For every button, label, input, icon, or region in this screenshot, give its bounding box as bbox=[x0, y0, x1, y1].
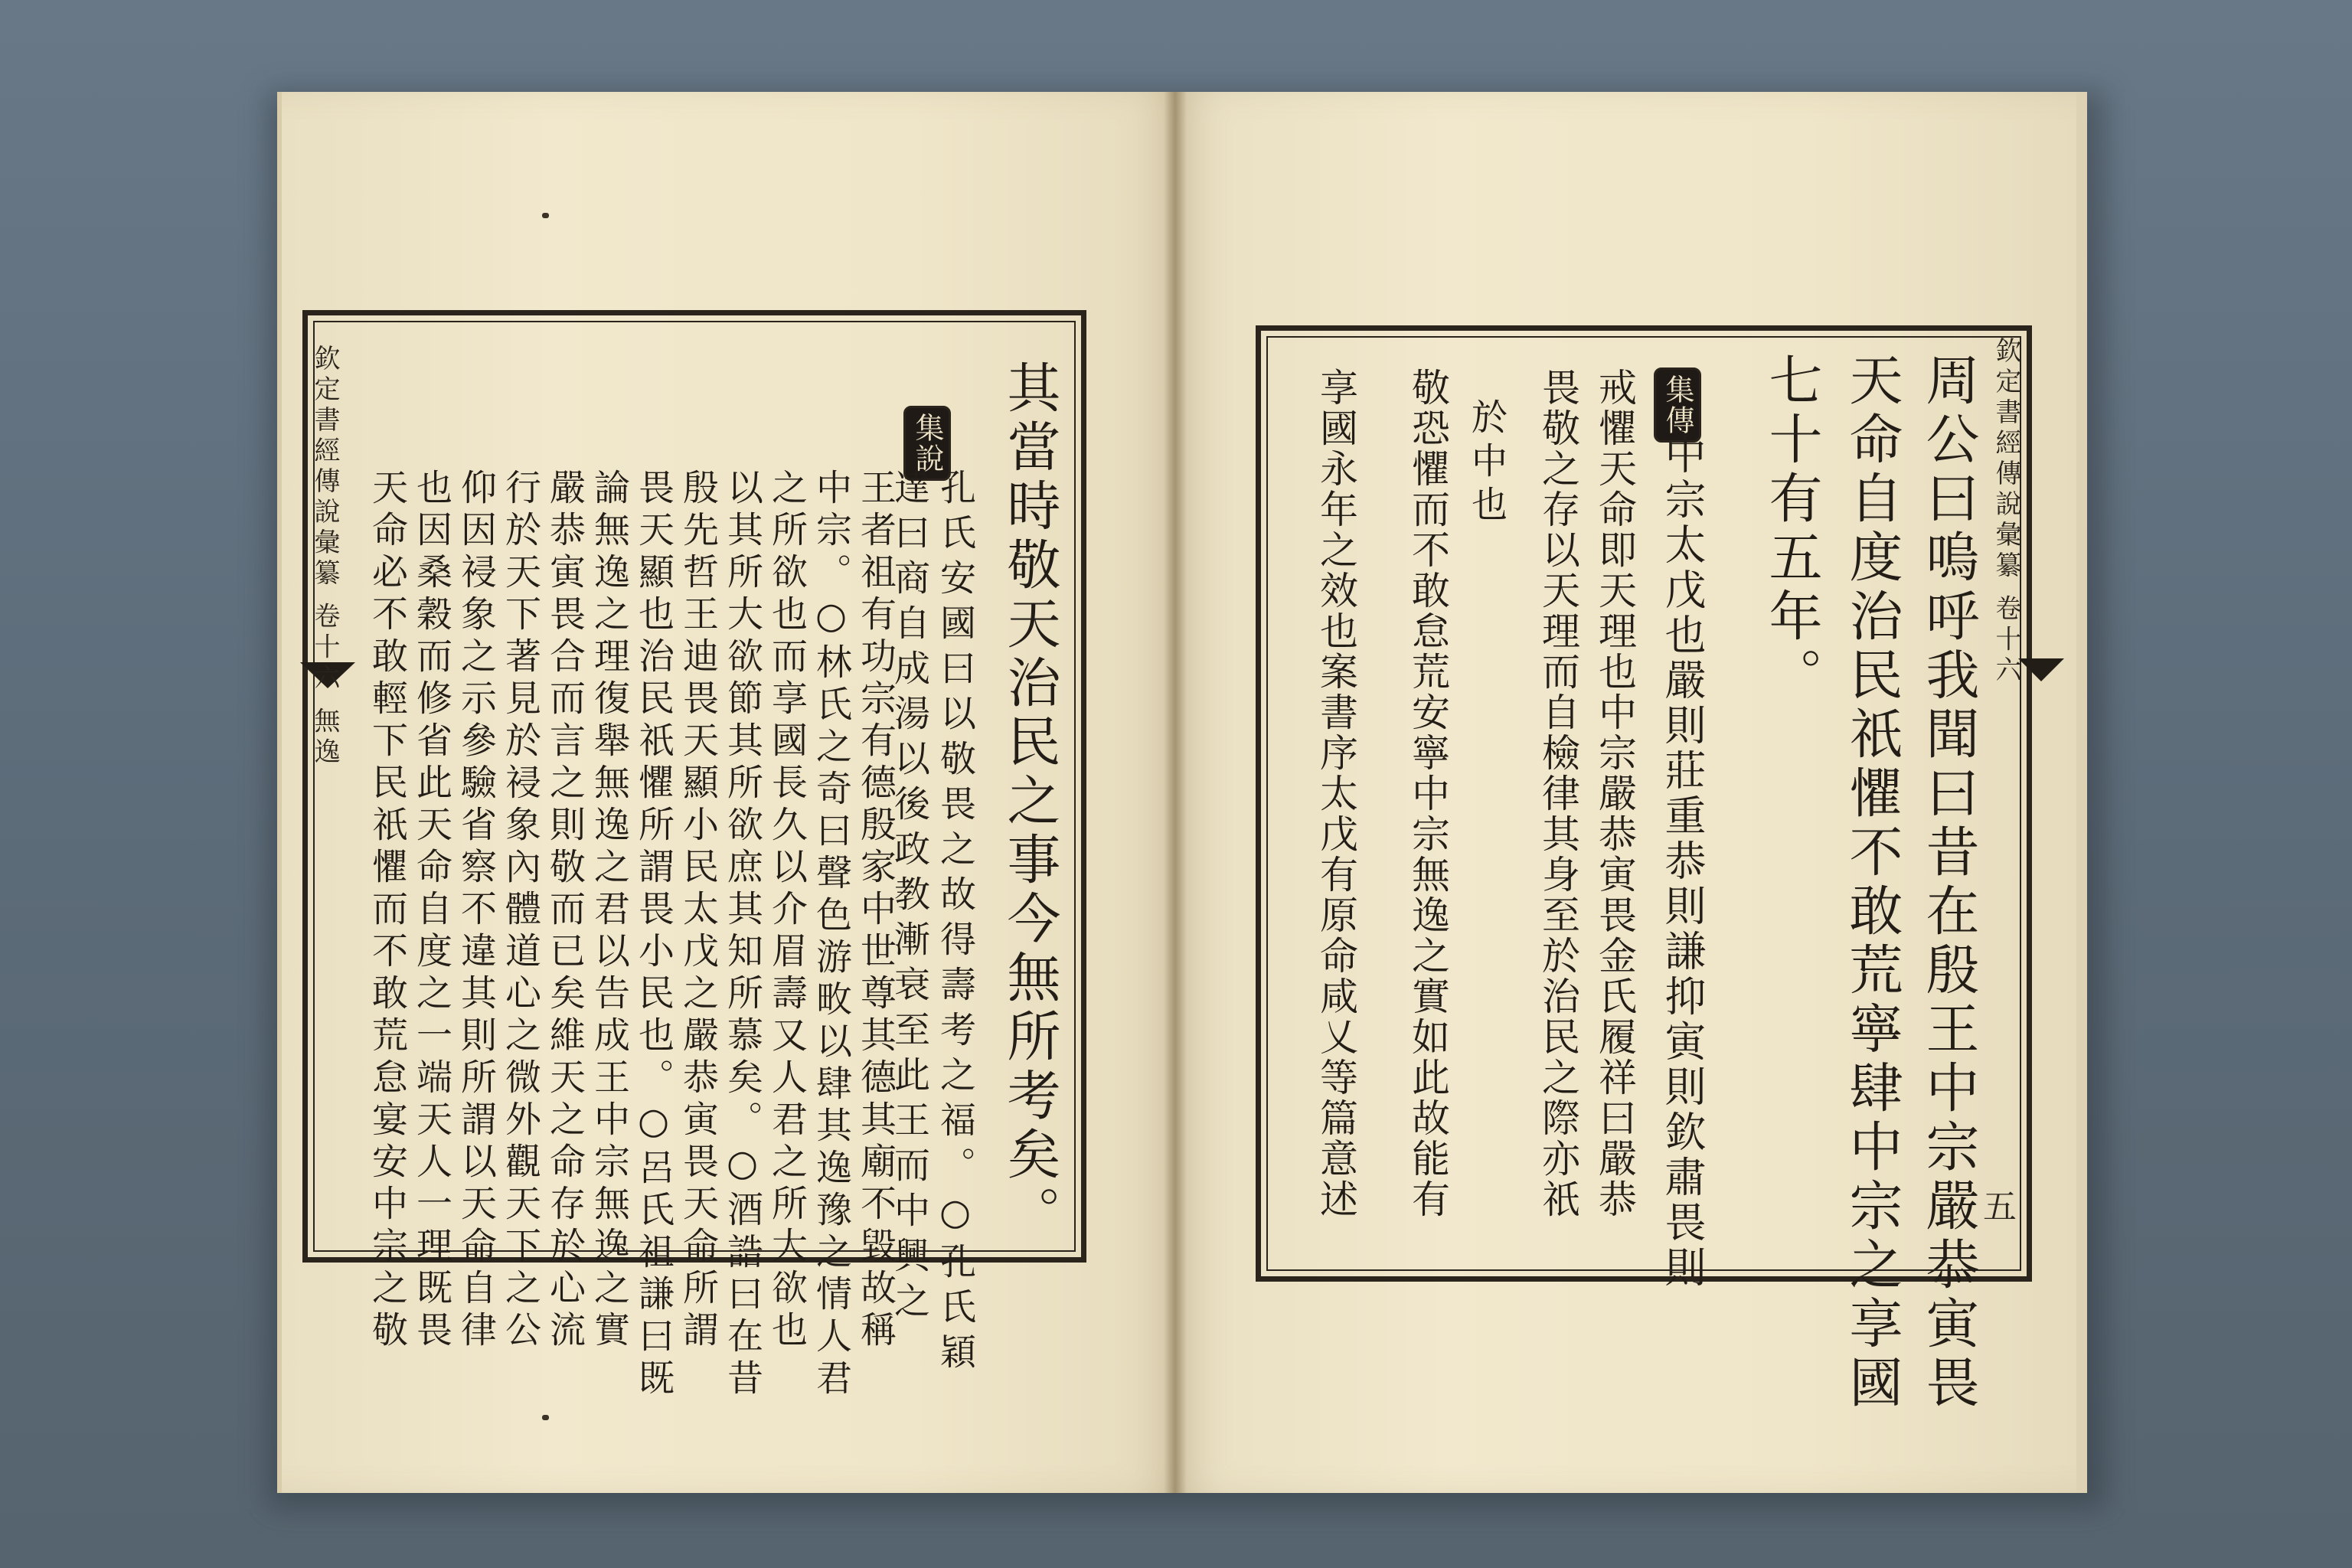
left-column: 孔氏安國曰以敬畏之故得壽考之福。○孔氏穎 bbox=[934, 469, 976, 1378]
right-text-frame bbox=[1256, 325, 2032, 1282]
right-column: 於中也 bbox=[1465, 398, 1508, 529]
right-margin-title: 欽定書經傳說彙纂 卷十六 bbox=[1991, 337, 2021, 687]
left-column: 行於天下著見於祲象內體道心之微外觀天下之公 bbox=[499, 469, 541, 1353]
left-column: 也因桑穀而修省此天命自度之一端天人一理既畏 bbox=[410, 469, 452, 1353]
book-gutter bbox=[1164, 92, 1187, 1493]
left-column: 王者祖有功宗有德殷家中世尊其德其廟不毀故稱 bbox=[854, 469, 897, 1353]
left-column: 達曰商自成湯以後政教漸衰至此王而中興之 bbox=[888, 469, 930, 1327]
right-column: 敬恐懼而不敢怠荒安寧中宗無逸之實如此故能有 bbox=[1406, 368, 1450, 1220]
right-label-jizhuan: 集傳 bbox=[1654, 368, 1701, 443]
left-column: 以其所大欲節其所欲庶其知所慕矣。○酒誥曰在昔 bbox=[721, 469, 763, 1401]
right-main-column: 周公曰嗚呼我聞曰昔在殷王中宗嚴恭寅畏 bbox=[1917, 352, 1980, 1413]
left-column: 畏天顯也治民祇懼所謂畏小民也。○呂氏祖謙曰既 bbox=[632, 469, 675, 1401]
left-column: 論無逸之理復舉無逸之君以告成王中宗無逸之實 bbox=[588, 469, 630, 1353]
right-column: 享國永年之效也案書序太戊有原命咸乂等篇意述 bbox=[1314, 368, 1358, 1220]
stitch-hole bbox=[542, 1415, 549, 1420]
left-column: 嚴恭寅畏合而言之則敬而已矣維天之命存於心流 bbox=[544, 469, 586, 1353]
right-main-column: 七十有五年。 bbox=[1760, 352, 1823, 706]
left-column: 仰因祲象之示參驗省察不違其則所謂以天命自律 bbox=[455, 469, 497, 1353]
left-column: 中宗。○林氏之奇曰聲色游畋以肆其逸豫之情人君 bbox=[810, 469, 852, 1401]
left-main-line: 其當時敬天治民之事今無所考矣。 bbox=[998, 360, 1061, 1244]
left-column: 天命必不敢輕下民祇懼而不敢荒怠宴安中宗之敬 bbox=[366, 469, 408, 1353]
left-column: 之所欲也而享國長久以介眉壽又人君之所大欲也 bbox=[766, 469, 808, 1353]
stitch-hole bbox=[542, 213, 549, 218]
left-column: 殷先哲王迪畏天顯小民太戊之嚴恭寅畏天命所謂 bbox=[677, 469, 719, 1353]
folio-number: 五 bbox=[1983, 1187, 2017, 1227]
left-margin-title: 欽定書經傳說彙纂 卷十六 無逸 bbox=[309, 345, 340, 769]
right-column: 戒懼天命即天理也中宗嚴恭寅畏金氏履祥曰嚴恭 bbox=[1592, 368, 1637, 1220]
fishtail-mark bbox=[2018, 658, 2064, 681]
right-column: 畏敬之存以天理而自檢律其身至於治民之際亦祇 bbox=[1536, 368, 1580, 1220]
right-main-column: 天命自度治民祇懼不敢荒寧肆中宗之享國 bbox=[1841, 352, 1903, 1413]
left-label-jishuo: 集說 bbox=[903, 406, 951, 481]
right-column: 中宗太戊也嚴則莊重恭則謙抑寅則欽肅畏則 bbox=[1658, 433, 1707, 1291]
